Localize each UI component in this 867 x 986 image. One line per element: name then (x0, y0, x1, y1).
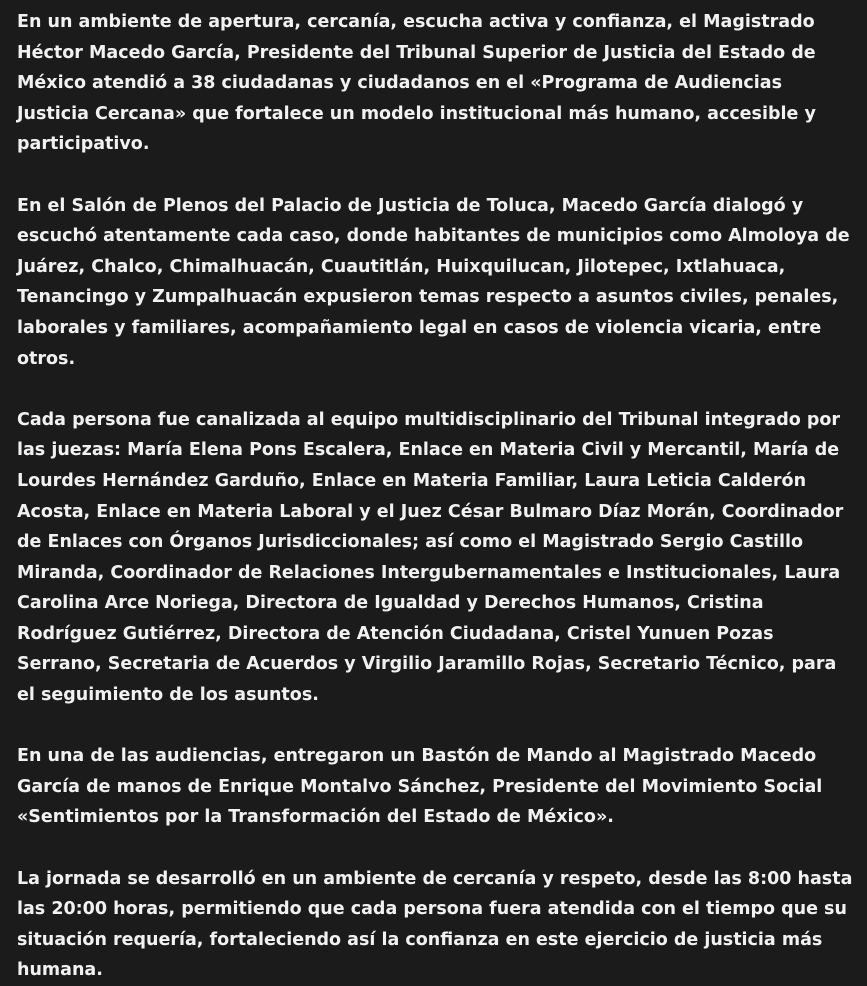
article-paragraph: En un ambiente de apertura, cercanía, escucha activa y confianza, el Magistrado Héctor Macedo García, Presidente del Tribunal Superior de Justicia del Estado de México atendió a 38 ciudadanas y ciudadanos en el «Programa de Audiencias Justicia Cercana» que fortalece un modelo institucional más humano, accesible y participativo. (17, 12, 816, 155)
article-paragraph: La jornada se desarrolló en un ambiente de cercanía y respeto, desde las 8:00 hasta las 20:00 horas, permitiendo que cada persona fuera atendida con el tiempo que su situación requería, fortaleciendo así la confianza en este ejercicio de justicia más humana. (17, 868, 853, 981)
article-paragraph: Cada persona fue canalizada al equipo multidisciplinario del Tribunal integrado por las juezas: María Elena Pons Escalera, Enlace en Materia Civil y Mercantil, María de Lourdes Hernández Garduño, Enlace en Materia Familiar, Laura Leticia Calderón Acosta, Enlace en Materia Laboral y el Juez César Bulmaro Díaz Morán, Coordinador de Enlaces con Órganos Jurisdiccionales; así como el Magistrado Sergio Castillo Miranda, Coordinador de Relaciones Intergubernamentales e Institucionales, Laura Carolina Arce Noriega, Directora de Igualdad y Derechos Humanos, Cristina Rodríguez Gutiérrez, Directora de Atención Ciudadana, Cristel Yunuen Pozas Serrano, Secretaria de Acuerdos y Virgilio Jaramillo Rojas, Secretario Técnico, para el seguimiento de los asuntos. (17, 409, 844, 706)
article-paragraph: En una de las audiencias, entregaron un Bastón de Mando al Magistrado Macedo García de manos de Enrique Montalvo Sánchez, Presidente del Movimiento Social «Sentimientos por la Transformación del Estado de México». (17, 746, 823, 828)
article-paragraph: En el Salón de Plenos del Palacio de Justicia de Toluca, Macedo García dialogó y escuchó atentamente cada caso, donde habitantes de municipios como Almoloya de Juárez, Chalco, Chimalhuacán, Cuautitlán, Huixquilucan, Jilotepec, Ixtlahuaca, Tenancingo y Zumpalhuacán expusieron temas respecto a asuntos civiles, penales, laborales y familiares, acompañamiento legal en casos de violencia vicaria, entre otros. (17, 195, 850, 369)
